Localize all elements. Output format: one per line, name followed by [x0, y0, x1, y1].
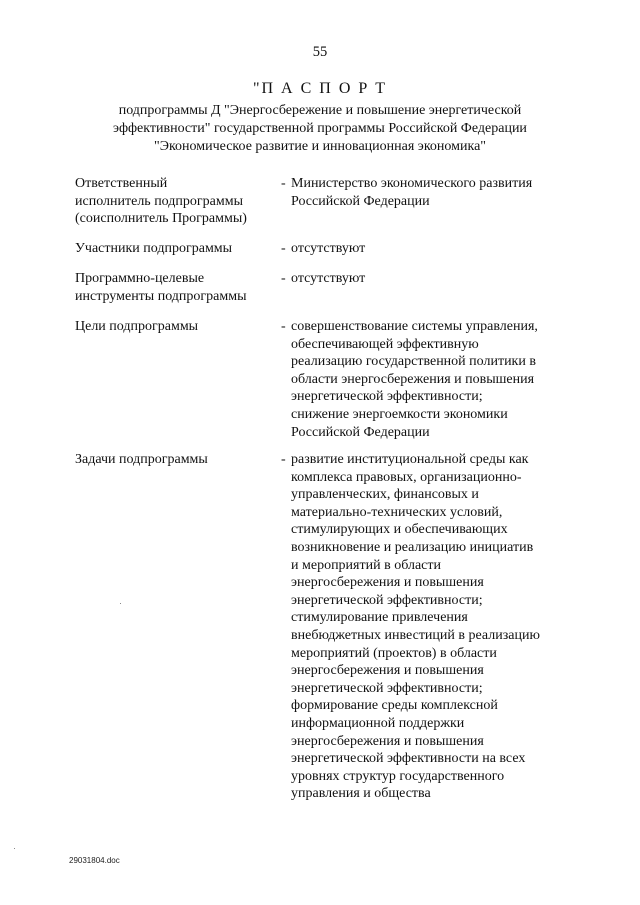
page-number: 55 [312, 44, 328, 60]
row-value-line: энергосбережения и повышения [291, 733, 484, 749]
row-value-line: энергетической эффективности; [291, 680, 483, 696]
row-dash: - [281, 452, 286, 467]
row-value-line: внебюджетных инвестиций в реализацию [291, 627, 540, 643]
row-dash: - [281, 319, 286, 334]
row-label-line: исполнитель подпрограммы [75, 193, 243, 209]
row-value-line: области энергосбережения и повышения [291, 371, 535, 387]
row-label-line: Ответственный [75, 176, 168, 191]
row-value-line: отсутствуют [291, 271, 366, 286]
row-value-line: энергетической эффективности на всех [291, 751, 526, 767]
row-dash: - [281, 271, 286, 286]
scan-speck [120, 603, 121, 604]
scan-speck [14, 848, 15, 849]
row-label [75, 240, 280, 258]
row-value-line: обеспечивающей эффективную [291, 336, 479, 352]
row-value-line: совершенствование системы управления, [291, 319, 538, 334]
row-value-line: реализацию государственной политики в [291, 354, 536, 370]
row-value-line: формирование среды комплексной [291, 698, 498, 714]
row-value-line: управленческих, финансовых и [291, 487, 479, 503]
row-value-line: энергосбережения и повышения [291, 575, 484, 591]
row-label-line: инструменты подпрограммы [75, 288, 247, 304]
row-value [291, 175, 581, 210]
row-value-line: Российской Федерации [291, 424, 430, 440]
row-label [75, 318, 280, 336]
passport-title: "П А С П О Р Т [252, 80, 388, 97]
row-value [291, 451, 581, 803]
row-value-line: развитие институциональной среды как [291, 452, 529, 467]
row-dash: - [281, 241, 286, 256]
row-label-line: Участники подпрограммы [75, 241, 233, 256]
footer-filename: 29031804.doc [69, 856, 120, 865]
row-value-line: уровнях структур государственного [291, 768, 505, 784]
row-label-line: Программно-целевые [75, 271, 205, 286]
row-value-line: мероприятий (проектов) в области [291, 645, 497, 661]
subtitle-line: эффективности" государственной программы Российской Федерации [113, 121, 527, 136]
row-value-line: Российской Федерации [291, 193, 430, 209]
subtitle [80, 102, 560, 156]
row-label-line: (соисполнитель Программы) [75, 211, 247, 227]
row-value-line: энергосбережения и повышения [291, 663, 484, 679]
row-value-line: стимулирование привлечения [291, 610, 468, 626]
row-value-line: стимулирующих и обеспечивающих [291, 522, 508, 538]
row-value-line: отсутствуют [291, 241, 366, 256]
row-value [291, 318, 581, 441]
row-label [75, 175, 280, 228]
row-label-line: Задачи подпрограммы [75, 452, 208, 467]
row-value-line: возникновение и реализацию инициатив [291, 539, 534, 555]
row-value-line: комплекса правовых, организационно- [291, 469, 522, 485]
row-value-line: энергетической эффективности; [291, 592, 483, 608]
row-value-line: Министерство экономического развития [291, 176, 533, 191]
row-value-line: энергетической эффективности; [291, 389, 483, 405]
row-dash: - [281, 176, 286, 191]
row-value-line: управления и общества [291, 786, 431, 802]
row-value-line: информационной поддержки [291, 715, 465, 731]
row-label [75, 270, 280, 305]
row-value-line: материально-технических условий, [291, 504, 503, 520]
row-value-line: и мероприятий в области [291, 557, 442, 573]
row-label-line: Цели подпрограммы [75, 319, 199, 334]
row-value [291, 270, 581, 288]
row-label [75, 451, 280, 469]
subtitle-line: подпрограммы Д "Энергосбережение и повышение энергетической [118, 103, 522, 118]
row-value-line: снижение энергоемкости экономики [291, 406, 508, 422]
subtitle-line: "Экономическое развитие и инновационная экономика" [153, 139, 486, 154]
row-value [291, 240, 581, 258]
